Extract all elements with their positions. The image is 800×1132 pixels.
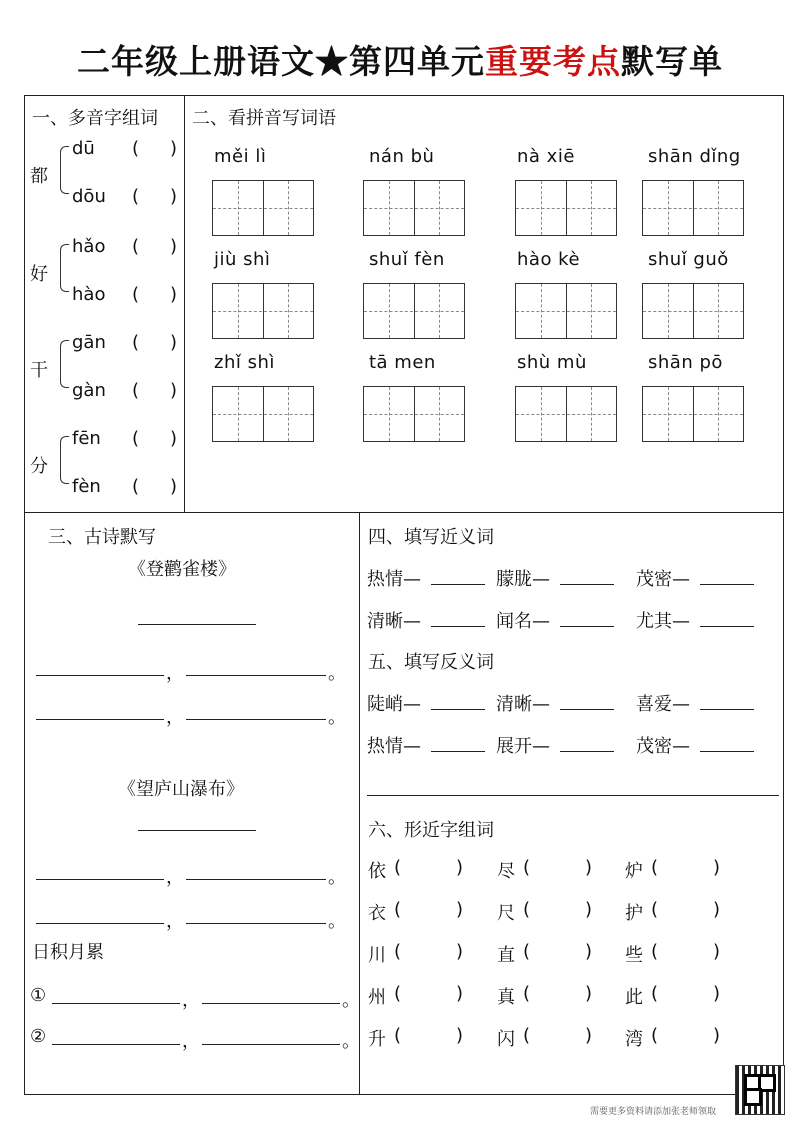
paren-open: ( [394,983,402,1004]
paren-close[interactable]: ) [713,1025,721,1046]
paren-open: ( [132,476,140,497]
accum1-comma: ， [182,990,200,1011]
paren-close[interactable]: ) [713,857,721,878]
paren-open: ( [523,983,531,1004]
accum2-period: 。 [342,1031,360,1052]
poly-char: 好 [30,264,48,285]
paren-close[interactable]: ) [170,380,178,401]
pinyin-label: shuǐ guǒ [648,249,729,270]
pinyin-label: jiù shì [214,249,271,270]
accum1-period: 。 [342,990,360,1011]
paren-open: ( [651,857,659,878]
paren-open: ( [651,899,659,920]
paren-close[interactable]: ) [456,941,464,962]
poem-line-left[interactable] [36,675,164,676]
pinyin-label: hào kè [517,249,581,270]
paren-close[interactable]: ) [585,983,593,1004]
pinyin-label: shān dǐng [648,146,741,167]
char-label: 依 [368,861,386,882]
paren-close[interactable]: ) [170,332,178,353]
writing-grid[interactable] [363,283,465,339]
answer-blank[interactable] [700,751,754,752]
paren-open: ( [132,380,140,401]
pinyin-label: měi lì [214,146,267,167]
writing-grid[interactable] [363,180,465,236]
char-label: 衣 [368,903,386,924]
reading: gàn [72,380,106,401]
reading: gān [72,332,106,353]
paren-close[interactable]: ) [456,857,464,878]
paren-close[interactable]: ) [170,284,178,305]
reading: dū [72,138,95,159]
paren-close[interactable]: ) [585,941,593,962]
answer-blank[interactable] [700,626,754,627]
writing-grid[interactable] [515,386,617,442]
paren-open: ( [394,941,402,962]
paren-open: ( [132,138,140,159]
answer-blank[interactable] [700,709,754,710]
comma: ， [166,663,184,684]
poem-line-right[interactable] [186,879,326,880]
char-label: 些 [625,945,643,966]
writing-grid[interactable] [363,386,465,442]
poly-char: 干 [30,360,48,381]
answer-blank[interactable] [431,626,485,627]
sec1-title: 一、多音字组词 [32,108,158,129]
sec4-title: 四、填写近义词 [368,527,494,548]
accum-title: 日积月累 [32,942,104,963]
char-label: 州 [368,987,386,1008]
paren-close[interactable]: ) [713,983,721,1004]
paren-open: ( [132,428,140,449]
qr-code [735,1065,785,1115]
brace-icon [60,244,69,292]
pinyin-label: tā men [369,352,436,373]
title-highlight: 重要考点 [485,42,621,81]
title-part3: 默写单 [621,42,723,81]
pinyin-label: zhǐ shì [214,352,275,373]
divider-sec1-sec2 [184,95,185,513]
paren-open: ( [523,1025,531,1046]
answer-blank[interactable] [560,709,614,710]
char-label: 炉 [625,861,643,882]
word-label: 热情— [367,569,421,590]
poly-char: 分 [30,456,48,477]
poly-char: 都 [30,166,48,187]
pinyin-label: nà xiē [517,146,575,167]
accum-num1: ① [30,985,47,1006]
char-label: 闪 [497,1029,515,1050]
accum-num2: ② [30,1026,47,1047]
poem2-author-line[interactable] [138,830,256,831]
reading: fèn [72,476,101,497]
comma: ， [166,867,184,888]
period: 。 [328,663,346,684]
reading: fēn [72,428,101,449]
accum2-comma: ， [182,1031,200,1052]
paren-close[interactable]: ) [456,983,464,1004]
writing-grid[interactable] [515,283,617,339]
word-label: 茂密— [636,569,690,590]
divider-top-bottom [24,512,784,513]
sec2-title: 二、看拼音写词语 [192,108,336,129]
brace-icon [60,146,69,194]
paren-open: ( [132,236,140,257]
word-label: 展开— [496,736,550,757]
char-label: 此 [625,987,643,1008]
footer-note: 需要更多资料请添加张老师领取 [590,1107,717,1117]
period: 。 [328,867,346,888]
poem-line-left[interactable] [36,879,164,880]
pinyin-label: shān pō [648,352,723,373]
accum1-line2[interactable] [202,1003,340,1004]
poem2-title: 《望庐山瀑布》 [118,779,244,800]
paren-open: ( [651,941,659,962]
char-label: 尽 [497,861,515,882]
paren-close[interactable]: ) [713,941,721,962]
answer-blank[interactable] [560,751,614,752]
paren-close[interactable]: ) [170,236,178,257]
paren-open: ( [394,899,402,920]
paren-open: ( [132,284,140,305]
writing-grid[interactable] [212,180,314,236]
accum2-line1[interactable] [52,1044,180,1045]
reading: hào [72,284,106,305]
word-label: 清晰— [367,611,421,632]
poem1-author-line[interactable] [138,624,256,625]
paren-close[interactable]: ) [585,857,593,878]
word-label: 尤其— [636,611,690,632]
paren-open: ( [394,1025,402,1046]
pinyin-label: nán bù [369,146,435,167]
period: 。 [328,707,346,728]
char-label: 护 [625,903,643,924]
writing-grid[interactable] [642,283,744,339]
paren-open: ( [523,857,531,878]
char-label: 升 [368,1029,386,1050]
poem-line-left[interactable] [36,923,164,924]
char-label: 湾 [625,1029,643,1050]
word-label: 茂密— [636,736,690,757]
reading: hǎo [72,236,106,257]
writing-grid[interactable] [212,386,314,442]
pinyin-label: shuǐ fèn [369,249,445,270]
reading: dōu [72,186,106,207]
title-part1: 二年级上册语文★第四单元 [77,42,485,81]
sec5-title: 五、填写反义词 [368,652,494,673]
paren-close[interactable]: ) [170,186,178,207]
sec5-bottom-line [367,795,779,796]
paren-close[interactable]: ) [170,428,178,449]
pinyin-label: shù mù [517,352,587,373]
char-label: 尺 [497,903,515,924]
writing-grid[interactable] [212,283,314,339]
writing-grid[interactable] [515,180,617,236]
paren-close[interactable]: ) [456,899,464,920]
paren-close[interactable]: ) [170,476,178,497]
word-label: 清晰— [496,694,550,715]
poem-line-left[interactable] [36,719,164,720]
paren-open: ( [651,983,659,1004]
page-title [0,36,800,83]
poem-line-right[interactable] [186,719,326,720]
char-label: 直 [497,945,515,966]
sec6-title: 六、形近字组词 [368,820,494,841]
word-label: 热情— [367,736,421,757]
paren-close[interactable]: ) [585,1025,593,1046]
poem-line-right[interactable] [186,923,326,924]
word-label: 陡峭— [367,694,421,715]
poem1-title: 《登鹳雀楼》 [128,559,236,580]
accum1-line1[interactable] [52,1003,180,1004]
sec3-title: 三、古诗默写 [48,527,156,548]
paren-open: ( [523,899,531,920]
char-label: 真 [497,987,515,1008]
answer-blank[interactable] [431,709,485,710]
paren-open: ( [523,941,531,962]
paren-open: ( [651,1025,659,1046]
answer-blank[interactable] [431,751,485,752]
paren-open: ( [132,186,140,207]
brace-icon [60,436,69,484]
comma: ， [166,707,184,728]
answer-blank[interactable] [560,584,614,585]
comma: ， [166,911,184,932]
period: 。 [328,911,346,932]
char-label: 川 [368,945,386,966]
word-label: 喜爱— [636,694,690,715]
writing-grid[interactable] [642,386,744,442]
paren-open: ( [132,332,140,353]
paren-open: ( [394,857,402,878]
paren-close[interactable]: ) [170,138,178,159]
answer-blank[interactable] [431,584,485,585]
paren-close[interactable]: ) [713,899,721,920]
poem-line-right[interactable] [186,675,326,676]
brace-icon [60,340,69,388]
word-label: 闻名— [496,611,550,632]
paren-close[interactable]: ) [585,899,593,920]
paren-close[interactable]: ) [456,1025,464,1046]
accum2-line2[interactable] [202,1044,340,1045]
answer-blank[interactable] [560,626,614,627]
word-label: 朦胧— [496,569,550,590]
answer-blank[interactable] [700,584,754,585]
writing-grid[interactable] [642,180,744,236]
